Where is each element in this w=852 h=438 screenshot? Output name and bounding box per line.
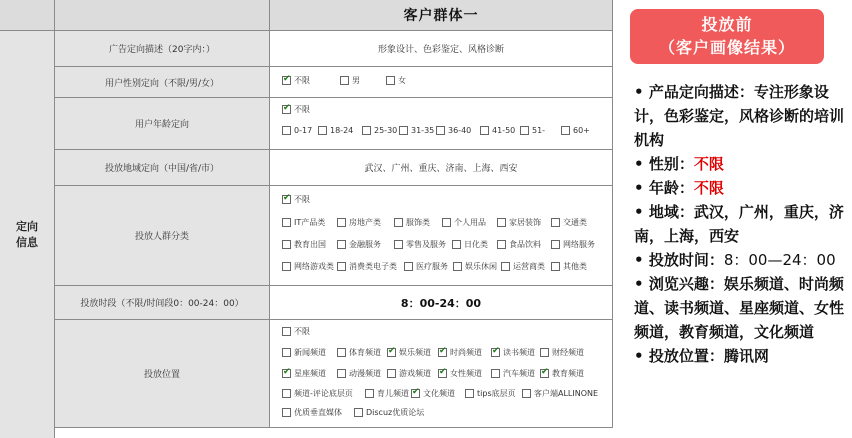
- checkbox-icon[interactable]: [282, 327, 291, 336]
- crowd-option[interactable]: 医疗服务: [404, 261, 448, 272]
- bullet: •: [634, 155, 644, 173]
- checkbox-icon[interactable]: [337, 218, 346, 227]
- position-option[interactable]: ✔ 读书频道: [491, 347, 535, 358]
- summary-item-time: • 投放时间：8：00—24：00: [634, 251, 836, 269]
- checkbox-icon[interactable]: [501, 262, 510, 271]
- gender-option-female[interactable]: 女: [386, 75, 406, 86]
- checkbox-icon[interactable]: [551, 240, 560, 249]
- crowd-option[interactable]: 消费类电子类: [337, 261, 397, 272]
- checkbox-icon[interactable]: [386, 76, 395, 85]
- checkbox-checked-icon[interactable]: [282, 76, 291, 85]
- age-option[interactable]: 51-: [520, 126, 545, 135]
- checkbox-icon[interactable]: [282, 389, 291, 398]
- age-option[interactable]: 0-17: [282, 126, 312, 135]
- checkbox-checked-icon[interactable]: [282, 195, 291, 204]
- checkbox-icon[interactable]: [520, 126, 529, 135]
- position-option[interactable]: 财经频道: [540, 347, 584, 358]
- badge-subtitle: （客户画像结果）: [658, 38, 795, 57]
- age-option[interactable]: 36-40: [436, 126, 471, 135]
- crowd-option[interactable]: 日化类: [452, 239, 488, 250]
- checkbox-icon[interactable]: [491, 369, 500, 378]
- summary-item-interest: • 浏览兴趣：娱乐频道、时尚频道、读书频道、星座频道、女性频道，教育频道，文化频道: [634, 275, 845, 341]
- ad-desc-value[interactable]: 形象设计、色彩鉴定、风格诊断: [270, 31, 613, 67]
- checkbox-checked-icon[interactable]: [438, 348, 447, 357]
- section-label: 定向信息: [0, 31, 55, 438]
- position-option[interactable]: ✔ 娱乐频道: [387, 347, 431, 358]
- checkbox-icon[interactable]: [551, 262, 560, 271]
- checkbox-icon[interactable]: [282, 348, 291, 357]
- position-option[interactable]: ✔ 女性频道: [438, 368, 482, 379]
- checkbox-icon[interactable]: [452, 240, 461, 249]
- age-option[interactable]: 60+: [561, 126, 590, 135]
- position-option[interactable]: 新闻频道: [282, 347, 326, 358]
- checkbox-checked-icon[interactable]: [411, 389, 420, 398]
- position-option[interactable]: 客户端ALLINONE: [522, 388, 598, 399]
- checkbox-icon[interactable]: [282, 408, 291, 417]
- crowd-option[interactable]: 个人用品: [442, 217, 486, 228]
- result-badge: [630, 9, 824, 64]
- time-value[interactable]: 8：00-24：00: [270, 286, 613, 320]
- checkbox-icon[interactable]: [453, 262, 462, 271]
- position-option[interactable]: 游戏频道: [387, 368, 431, 379]
- checkbox-icon[interactable]: [365, 389, 374, 398]
- bullet: •: [634, 275, 644, 293]
- position-option[interactable]: 频道-评论底层页: [282, 388, 353, 399]
- age-option[interactable]: 18-24: [318, 126, 353, 135]
- checkbox-icon[interactable]: [561, 126, 570, 135]
- crowd-option[interactable]: 家居装饰: [497, 217, 541, 228]
- position-options: [270, 320, 613, 428]
- crowd-option[interactable]: 金融服务: [337, 239, 381, 250]
- checkbox-icon[interactable]: [282, 262, 291, 271]
- crowd-option[interactable]: 运营商类: [501, 261, 545, 272]
- checkbox-icon[interactable]: [282, 218, 291, 227]
- position-option[interactable]: Discuz优质论坛: [354, 407, 424, 418]
- checkbox-checked-icon[interactable]: [282, 105, 291, 114]
- summary-item-product: • 产品定向描述：专注形象设计，色彩鉴定，风格诊断的培训机构: [634, 83, 845, 149]
- summary-item-age: • 年龄：不限: [634, 179, 724, 197]
- checkbox-icon[interactable]: [387, 369, 396, 378]
- checkbox-icon[interactable]: [394, 240, 403, 249]
- bullet: •: [634, 203, 644, 221]
- checkbox-icon[interactable]: [282, 126, 291, 135]
- crowd-option[interactable]: 娱乐休闲: [453, 261, 497, 272]
- crowd-option[interactable]: ✔ 不限: [282, 194, 310, 205]
- checkbox-icon[interactable]: [340, 76, 349, 85]
- checkbox-checked-icon[interactable]: [438, 369, 447, 378]
- checkbox-icon[interactable]: [354, 408, 363, 417]
- region-label: 投放地域定向（中国/省/市）: [55, 150, 270, 186]
- position-option[interactable]: ✔ 教育频道: [540, 368, 584, 379]
- checkbox-icon[interactable]: [480, 126, 489, 135]
- checkbox-icon[interactable]: [522, 389, 531, 398]
- checkbox-icon[interactable]: [442, 218, 451, 227]
- checkbox-icon[interactable]: [465, 389, 474, 398]
- ad-desc-label: 广告定向描述（20字内：）: [55, 31, 270, 67]
- position-option[interactable]: 优质垂直媒体: [282, 407, 342, 418]
- position-option[interactable]: 育儿频道: [365, 388, 409, 399]
- header-corner-cell: [0, 0, 55, 31]
- checkbox-icon[interactable]: [404, 262, 413, 271]
- crowd-label: 投放人群分类: [55, 186, 270, 286]
- crowd-option[interactable]: 网络游戏类: [282, 261, 334, 272]
- position-option[interactable]: 体育频道: [337, 347, 381, 358]
- gender-label: 用户性别定向（不限/男/女）: [55, 67, 270, 98]
- checkbox-icon[interactable]: [318, 126, 327, 135]
- crowd-option[interactable]: 零售及服务: [394, 239, 446, 250]
- position-option[interactable]: tips底层页: [465, 388, 516, 399]
- position-label: 投放位置: [55, 320, 270, 428]
- summary-item-gender: • 性别：不限: [634, 155, 724, 173]
- badge-title: 投放前: [701, 15, 753, 34]
- checkbox-icon[interactable]: [337, 348, 346, 357]
- crowd-option[interactable]: 服饰类: [394, 217, 430, 228]
- bullet: •: [634, 251, 644, 269]
- gender-option-unlimited[interactable]: ✔ 不限: [282, 75, 310, 86]
- checkbox-icon[interactable]: [394, 218, 403, 227]
- position-option[interactable]: ✔ 时尚频道: [438, 347, 482, 358]
- position-option[interactable]: 汽车频道: [491, 368, 535, 379]
- checkbox-checked-icon[interactable]: [282, 369, 291, 378]
- crowd-option[interactable]: 教育出国: [282, 239, 326, 250]
- bullet: •: [634, 83, 644, 101]
- position-option[interactable]: ✔ 文化频道: [411, 388, 455, 399]
- crowd-options: [270, 186, 613, 286]
- checkbox-icon[interactable]: [362, 126, 371, 135]
- header-label-cell: [55, 0, 270, 31]
- profile-summary: [634, 80, 848, 368]
- crowd-option[interactable]: 其他类: [551, 261, 587, 272]
- checkbox-icon[interactable]: [337, 262, 346, 271]
- checkbox-checked-icon[interactable]: [387, 348, 396, 357]
- bullet: •: [634, 347, 644, 365]
- crowd-option[interactable]: 网络服务: [551, 239, 595, 250]
- checkbox-icon[interactable]: [282, 240, 291, 249]
- checkbox-icon[interactable]: [497, 218, 506, 227]
- checkbox-icon[interactable]: [436, 126, 445, 135]
- bullet: •: [634, 179, 644, 197]
- summary-item-position: • 投放位置：腾讯网: [634, 347, 769, 365]
- age-option[interactable]: ✔ 不限: [282, 104, 310, 115]
- checkbox-icon[interactable]: [540, 348, 549, 357]
- checkbox-icon[interactable]: [337, 369, 346, 378]
- crowd-option[interactable]: 房地产类: [337, 217, 381, 228]
- time-label: 投放时段（不限/时间段0：00-24：00）: [55, 286, 270, 320]
- position-option[interactable]: ✔ 星座频道: [282, 368, 326, 379]
- age-options: [270, 98, 613, 150]
- crowd-option[interactable]: 食品饮料: [497, 239, 541, 250]
- checkbox-checked-icon[interactable]: [491, 348, 500, 357]
- position-option[interactable]: 不限: [282, 326, 310, 337]
- summary-item-region: • 地域：武汉，广州，重庆，济南，上海，西安: [634, 203, 844, 245]
- gender-option-male[interactable]: 男: [340, 75, 360, 86]
- checkbox-icon[interactable]: [399, 126, 408, 135]
- checkbox-icon[interactable]: [551, 218, 560, 227]
- crowd-option[interactable]: 交通类: [551, 217, 587, 228]
- age-option[interactable]: 31-35: [399, 126, 434, 135]
- age-label: 用户年龄定向: [55, 98, 270, 150]
- checkbox-icon[interactable]: [497, 240, 506, 249]
- position-option[interactable]: 动漫频道: [337, 368, 381, 379]
- checkbox-icon[interactable]: [337, 240, 346, 249]
- age-option[interactable]: 41-50: [480, 126, 515, 135]
- age-option[interactable]: 25-30: [362, 126, 397, 135]
- checkbox-checked-icon[interactable]: [540, 369, 549, 378]
- group-title: 客户群体一: [270, 0, 613, 31]
- gender-options: [270, 67, 613, 98]
- region-value[interactable]: 武汉、广州、重庆、济南、上海、西安: [270, 150, 613, 186]
- crowd-option[interactable]: IT产品类: [282, 217, 325, 228]
